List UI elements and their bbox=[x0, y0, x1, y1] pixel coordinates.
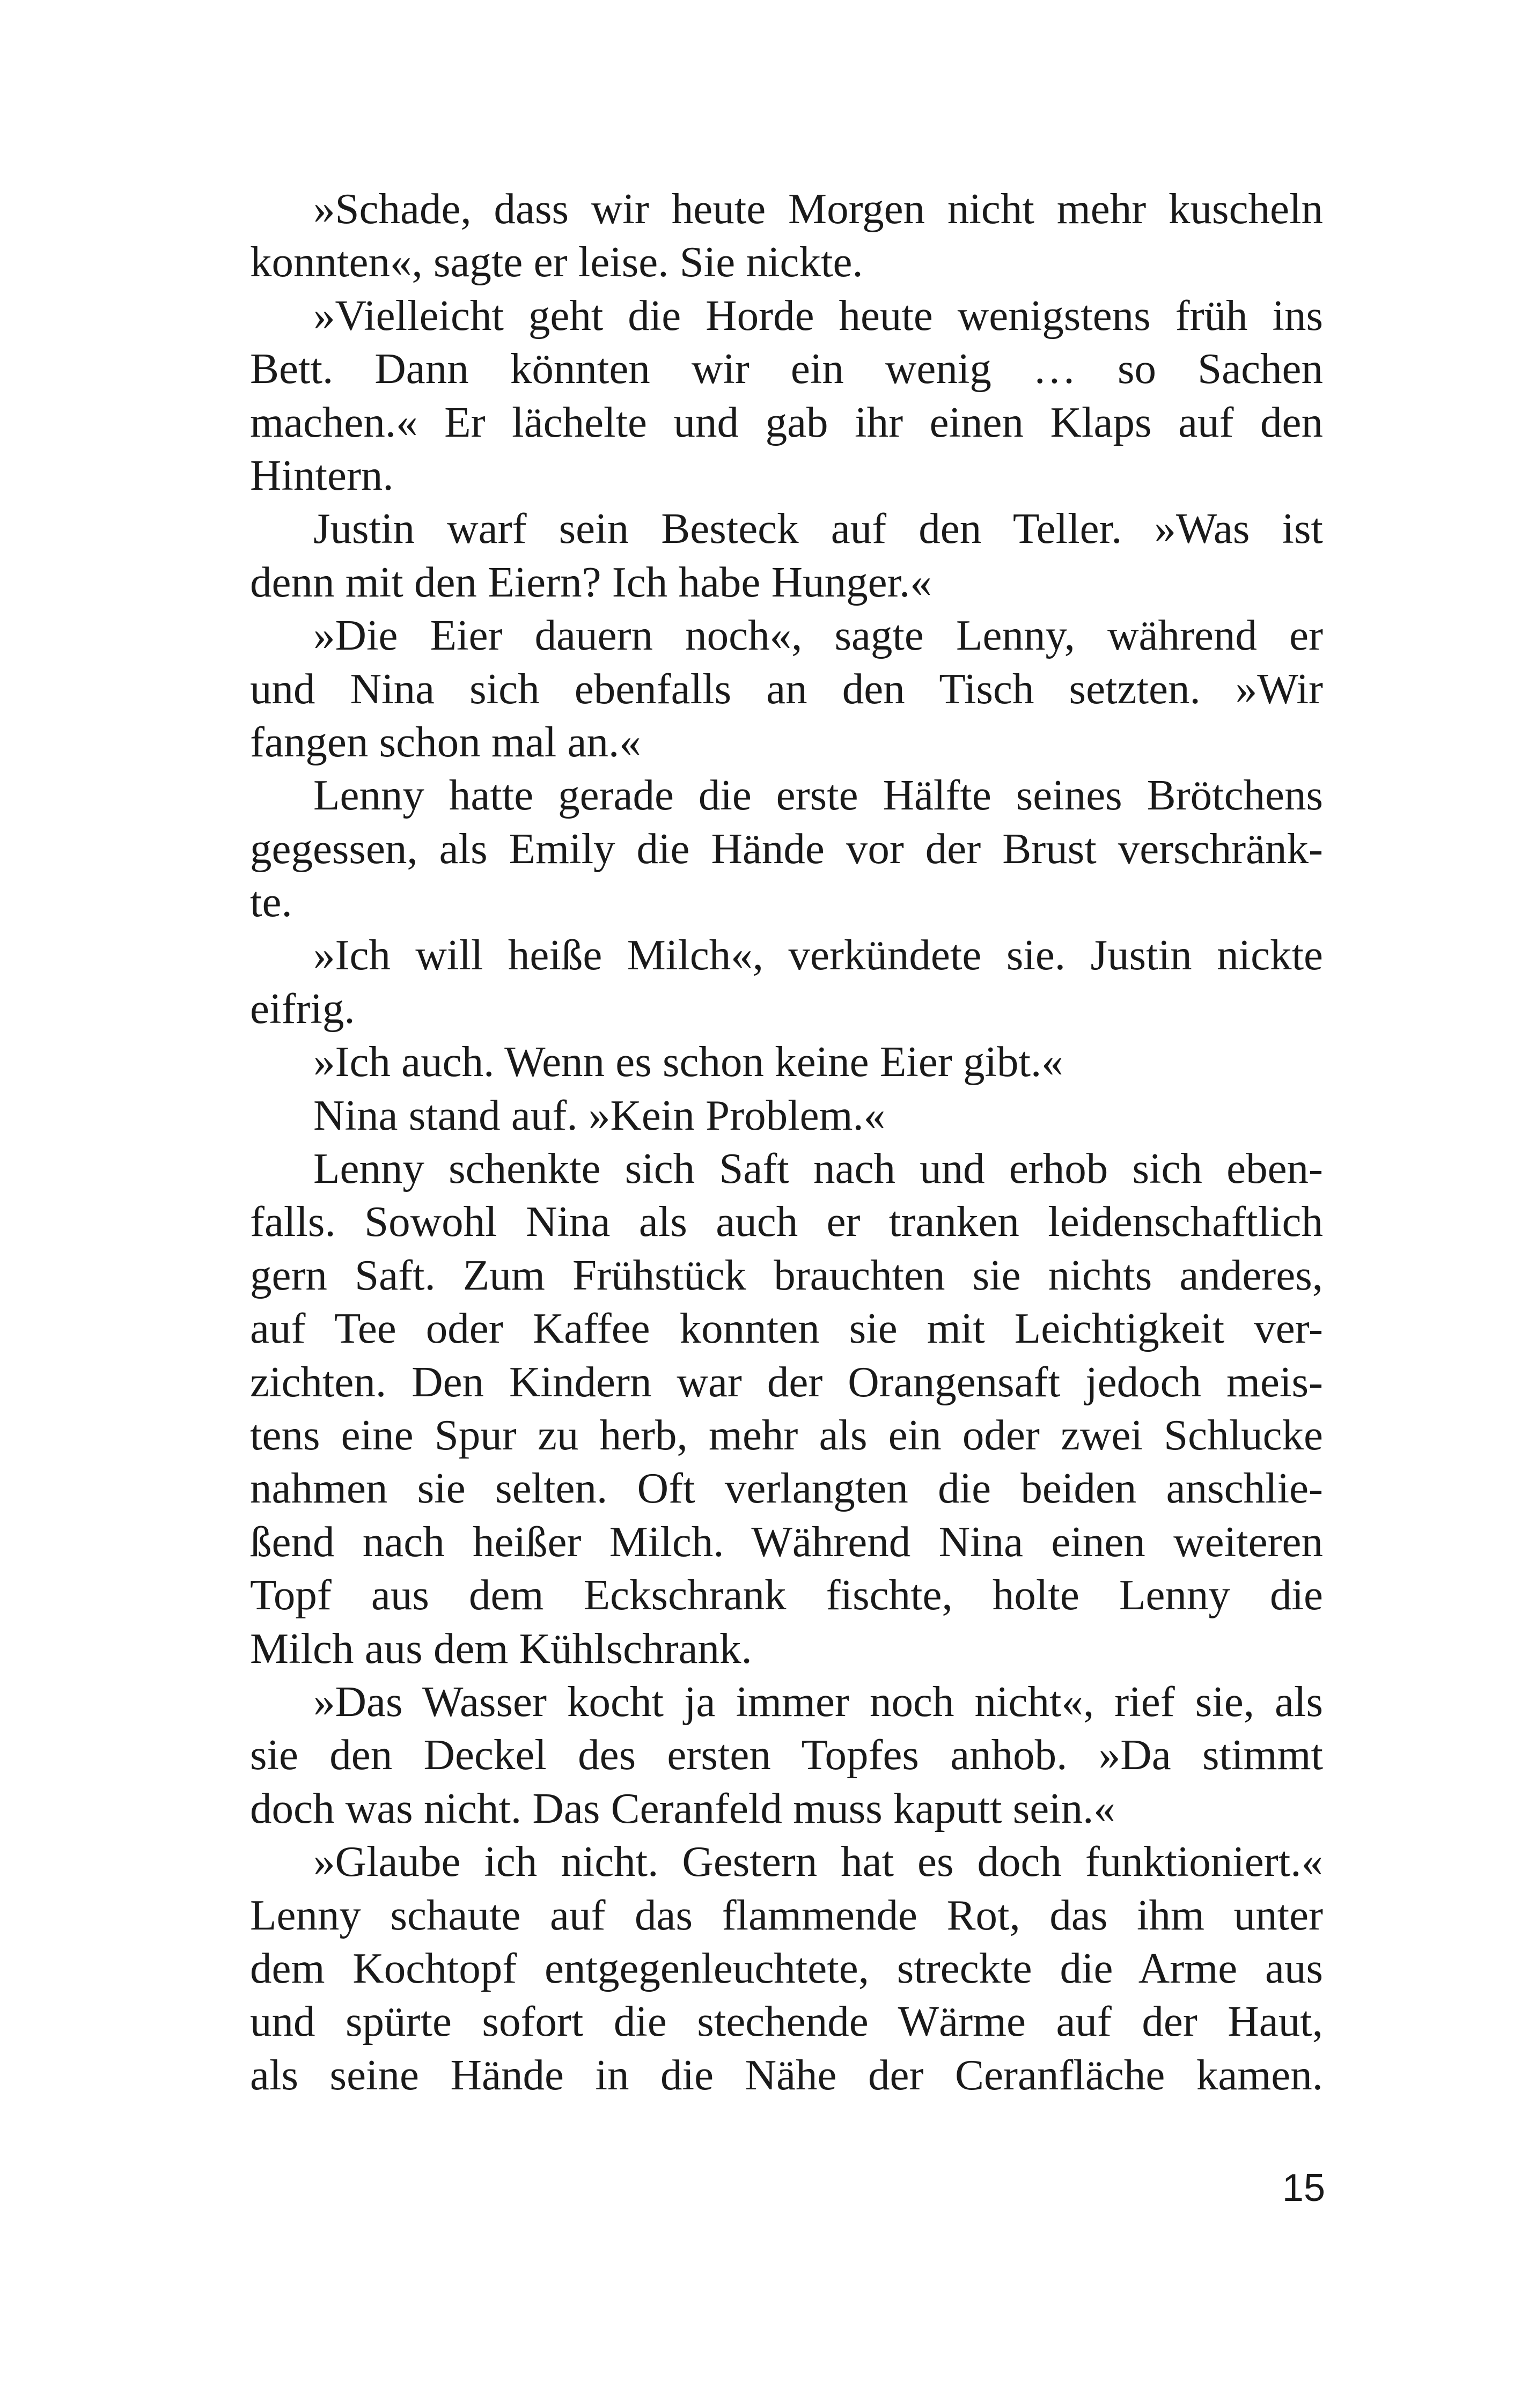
text-line: sie den Deckel des ersten Topfes anhob. »Da stimmt bbox=[250, 1730, 1323, 1779]
text-line: zichten. Den Kindern war der Orangensaft jedoch meis- bbox=[250, 1357, 1323, 1406]
text-line: eifrig. bbox=[250, 984, 355, 1033]
text-line: konnten«, sagte er leise. Sie nickte. bbox=[250, 238, 863, 286]
text-line: gegessen, als Emily die Hände vor der Brust verschränk- bbox=[250, 824, 1323, 873]
text-line: Lenny schaute auf das flammende Rot, das ihm unter bbox=[250, 1890, 1323, 1939]
text-line: Lenny hatte gerade die erste Hälfte seines Brötchens bbox=[313, 771, 1323, 820]
text-line: ßend nach heißer Milch. Während Nina einen weiteren bbox=[250, 1517, 1323, 1566]
text-line: doch was nicht. Das Ceranfeld muss kaputt sein.« bbox=[250, 1784, 1115, 1832]
text-line: dem Kochtopf entgegenleuchtete, streckte die Arme aus bbox=[250, 1943, 1323, 1992]
text-line: Milch aus dem Kühlschrank. bbox=[250, 1624, 752, 1673]
text-line: »Schade, dass wir heute Morgen nicht mehr kuscheln bbox=[313, 185, 1323, 233]
text-line: denn mit den Eiern? Ich habe Hunger.« bbox=[250, 557, 932, 606]
text-line: fangen schon mal an.« bbox=[250, 717, 641, 766]
text-line: »Ich will heiße Milch«, verkündete sie. Justin nickte bbox=[313, 931, 1323, 980]
text-line: »Vielleicht geht die Horde heute wenigstens früh ins bbox=[313, 291, 1323, 340]
text-line: »Glaube ich nicht. Gestern hat es doch funktioniert.« bbox=[313, 1837, 1323, 1886]
text-line: te. bbox=[250, 878, 292, 926]
text-line: gern Saft. Zum Frühstück brauchten sie nichts anderes, bbox=[250, 1250, 1323, 1299]
text-line: auf Tee oder Kaffee konnten sie mit Leichtigkeit ver- bbox=[250, 1304, 1323, 1353]
text-line: falls. Sowohl Nina als auch er tranken leidenschaftlich bbox=[250, 1197, 1323, 1246]
text-line: Hintern. bbox=[250, 451, 394, 499]
text-line: Topf aus dem Eckschrank fischte, holte Lenny die bbox=[250, 1571, 1323, 1619]
text-line: und spürte sofort die stechende Wärme auf der Haut, bbox=[250, 1997, 1323, 2046]
text-line: Nina stand auf. »Kein Problem.« bbox=[313, 1091, 886, 1139]
text-line: »Die Eier dauern noch«, sagte Lenny, während er bbox=[313, 611, 1323, 660]
text-line: machen.« Er lächelte und gab ihr einen Klaps auf den bbox=[250, 397, 1323, 446]
text-line: tens eine Spur zu herb, mehr als ein oder zwei Schlucke bbox=[250, 1410, 1323, 1459]
text-line: nahmen sie selten. Oft verlangten die beiden anschlie- bbox=[250, 1464, 1323, 1513]
body-text bbox=[250, 182, 1323, 2102]
page-number: 15 bbox=[1282, 2167, 1325, 2210]
text-line: und Nina sich ebenfalls an den Tisch setzten. »Wir bbox=[250, 664, 1323, 713]
text-line: »Das Wasser kocht ja immer noch nicht«, rief sie, als bbox=[313, 1677, 1323, 1726]
text-line: Bett. Dann könnten wir ein wenig … so Sachen bbox=[250, 344, 1323, 393]
text-line: als seine Hände in die Nähe der Ceranfläche kamen. bbox=[250, 2050, 1323, 2099]
text-line: Justin warf sein Besteck auf den Teller. »Was ist bbox=[313, 504, 1323, 553]
text-line: »Ich auch. Wenn es schon keine Eier gibt.« bbox=[313, 1037, 1063, 1086]
text-line: Lenny schenkte sich Saft nach und erhob sich eben- bbox=[313, 1144, 1323, 1193]
